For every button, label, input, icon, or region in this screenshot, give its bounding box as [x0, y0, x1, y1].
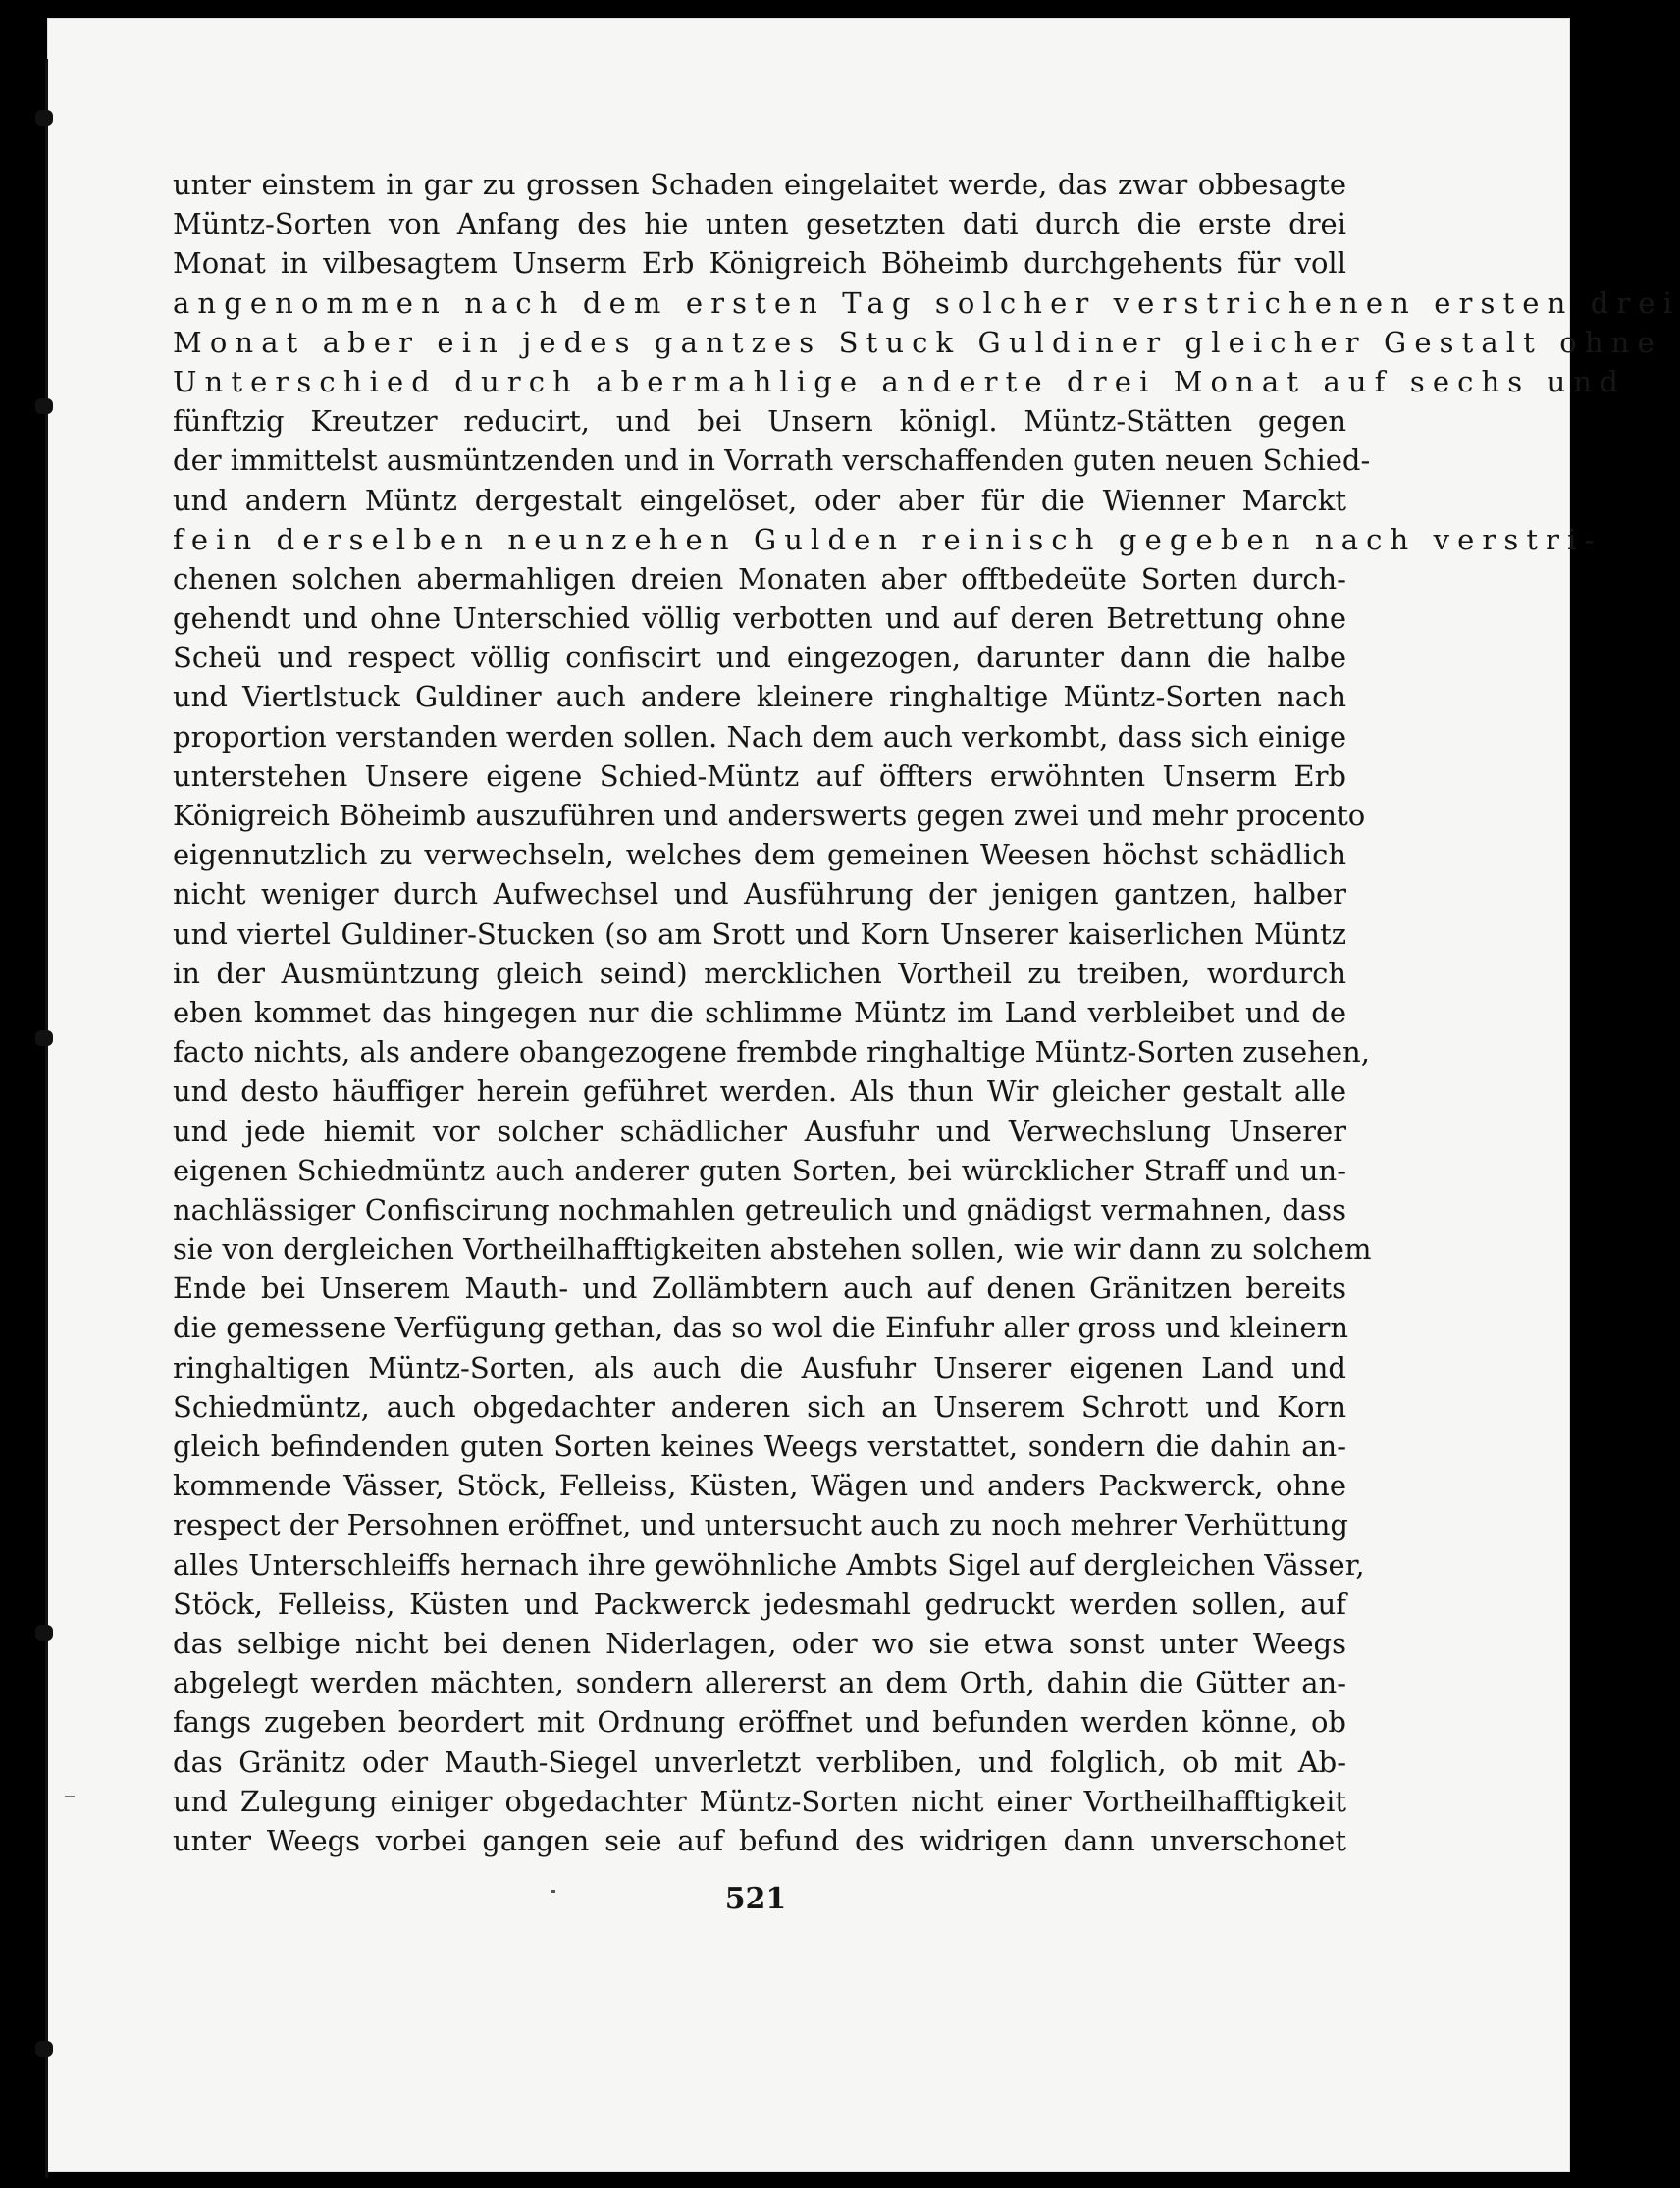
text-line: gleich befindenden guten Sorten keines Weegs verstattet, sondern die dahin an- [173, 1430, 1346, 1463]
text-line: gehendt und ohne Unterschied völlig verbotten und auf deren Betrettung ohne [173, 601, 1346, 636]
text-line: proportion verstanden werden sollen. Nach dem auch verkombt, dass sich einige [173, 719, 1346, 754]
text-line: fünftzig Kreutzer reducirt, und bei Unsern königl. Müntz-Stätten gegen [173, 404, 1346, 439]
text-line: das Gränitz oder Mauth-Siegel unverletzt verbliben, und folglich, ob mit Ab- [173, 1745, 1346, 1779]
text-line: eigennutzlich zu verwechseln, welches dem gemeinen Weesen höchst schädlich [173, 838, 1346, 872]
text-line: Stöck, Felleiss, Küsten und Packwerck jedesmahl gedruckt werden sollen, auf [173, 1587, 1346, 1621]
text-line: und viertel Guldiner-Stucken (so am Srott und Korn Unserer kaiserlichen Müntz [173, 916, 1346, 951]
text-line: Königreich Böheimb auszuführen und anderswerts gegen zwei und mehr procento [173, 799, 1366, 832]
text-line: chenen solchen abermahligen dreien Monaten aber offtbedeüte Sorten durch- [173, 561, 1346, 596]
text-line: sie von dergleichen Vortheilhafftigkeiten abstehen sollen, wie wir dann zu solchem [173, 1232, 1372, 1267]
body-text [173, 165, 1680, 1860]
text-line: unterstehen Unsere eigene Schied-Müntz auf öffters erwöhnten Unserm Erb [173, 758, 1346, 793]
text-line: und jede hiemit vor solcher schädlicher Ausfuhr und Verwechslung Unserer [173, 1114, 1346, 1148]
text-line: das selbige nicht bei denen Niderlagen, oder wo sie etwa sonst unter Weegs [173, 1626, 1346, 1660]
binding-mark [35, 110, 53, 126]
text-line: und Zulegung einiger obgedachter Müntz-Sorten nicht einer Vortheilhafftigkeit [173, 1784, 1346, 1818]
text-line: respect der Persohnen eröffnet, und untersucht auch zu noch mehrer Verhüttung [173, 1508, 1348, 1542]
text-line: und desto häuffiger herein geführet werden. Als thun Wir gleicher gestalt alle [173, 1074, 1346, 1109]
binding-mark [35, 1625, 53, 1641]
text-line: der immittelst ausmüntzenden und in Vorrath verschaffenden guten neuen Schied- [173, 443, 1371, 478]
text-line: Unterschied durch abermahlige anderte drei Monat auf sechs und [173, 364, 1626, 398]
text-line: fein derselben neunzehen Gulden reinisch gegeben nach verstri- [173, 522, 1602, 556]
text-line: und andern Müntz dergestalt eingelöset, oder aber für die Wienner Marckt [173, 483, 1346, 517]
page-number: 521 [724, 1882, 787, 1916]
text-line: fangs zugeben beordert mit Ordnung eröffnet und befunden werden könne, ob [173, 1705, 1346, 1740]
text-line: abgelegt werden mächten, sondern allererst an dem Orth, dahin die Gütter an- [173, 1666, 1346, 1700]
binding-mark [35, 398, 53, 414]
text-line: angenommen nach dem ersten Tag solcher verstrichenen ersten drei [173, 286, 1680, 320]
text-line: ringhaltigen Müntz-Sorten, als auch die Ausfuhr Unserer eigenen Land und [173, 1350, 1346, 1384]
text-line: Müntz-Sorten von Anfang des hie unten gesetzten dati durch die erste drei [173, 207, 1346, 241]
text-line: unter Weegs vorbei gangen seie auf befund des widrigen dann unverschonet [173, 1823, 1346, 1857]
binding-mark [35, 2041, 53, 2057]
binding-mark [35, 1030, 53, 1046]
text-line: alles Unterschleiffs hernach ihre gewöhnliche Ambts Sigel auf dergleichen Vässer, [173, 1547, 1365, 1582]
print-speck [551, 1890, 555, 1893]
text-line: eben kommet das hingegen nur die schlimme Müntz im Land verbleibet und de [173, 995, 1346, 1029]
text-line: eigenen Schiedmüntz auch anderer guten Sorten, bei würcklicher Straff und un- [173, 1153, 1346, 1187]
text-line: und Viertlstuck Guldiner auch andere kleinere ringhaltige Müntz-Sorten nach [173, 680, 1346, 714]
text-line: facto nichts, als andere obangezogene frembde ringhaltige Müntz-Sorten zusehen, [173, 1035, 1370, 1069]
text-line: nachlässiger Confiscirung nochmahlen getreulich und gnädigst vermahnen, dass [173, 1192, 1346, 1226]
print-speck [65, 1796, 75, 1797]
text-line: Monat aber ein jedes gantzes Stuck Guldiner gleicher Gestalt ohne [173, 325, 1662, 359]
text-line: Scheü und respect völlig confiscirt und eingezogen, darunter dann die halbe [173, 641, 1346, 675]
text-line: Monat in vilbesagtem Unserm Erb Königreich Böheimb durchgehents für voll [173, 246, 1346, 281]
text-line: kommende Vässer, Stöck, Felleiss, Küsten, Wägen und anders Packwerck, ohne [173, 1469, 1346, 1503]
binding-edge [45, 59, 48, 2178]
text-line: die gemessene Verfügung gethan, das so wol die Einfuhr aller gross und kleinern [173, 1311, 1349, 1345]
text-line: Schiedmüntz, auch obgedachter anderen sich an Unserem Schrott und Korn [173, 1389, 1346, 1424]
text-line: in der Ausmüntzung gleich seind) mercklichen Vortheil zu treiben, wordurch [173, 956, 1346, 990]
text-line: Ende bei Unserem Mauth- und Zollämbtern auch auf denen Gränitzen bereits [173, 1272, 1346, 1306]
text-line: unter einstem in gar zu grossen Schaden eingelaitet werde, das zwar obbesagte [173, 168, 1346, 201]
text-line: nicht weniger durch Aufwechsel und Ausführung der jenigen gantzen, halber [173, 877, 1346, 912]
